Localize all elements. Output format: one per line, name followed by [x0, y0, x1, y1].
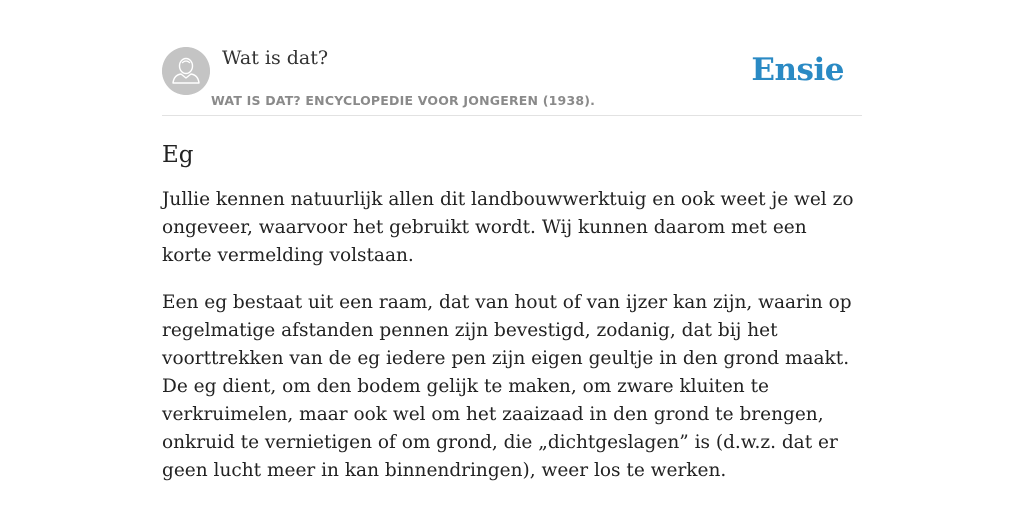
article-title: Eg — [162, 142, 194, 168]
source-title[interactable]: Wat is dat? — [222, 47, 329, 69]
article-paragraph: Jullie kennen natuurlijk allen dit landbouwwerktuig en ook weet je wel zo ongeveer, waarvoor het gebruikt wordt. Wij kunnen daarom met een korte vermelding volstaan. — [162, 189, 854, 266]
brand-logo[interactable]: Ensie — [751, 52, 844, 88]
article-paragraph: Een eg bestaat uit een raam, dat van hout of van ijzer kan zijn, waarin op regelmatige afstanden pennen zijn bevestigd, zodanig, dat bij het voorttrekken van de eg iedere pen zijn eigen geultje in den grond maakt. De eg dient, om den bodem gelijk te maken, om zware kluiten te verkruimelen, maar ook wel om het zaaizaad in den grond te brengen, onkruid te vernietigen of om grond, die „dichtgeslagen” is (d.w.z. dat er geen lucht meer in kan binnendringen), weer los te werken. — [162, 292, 852, 481]
source-subtitle[interactable]: WAT IS DAT? ENCYCLOPEDIE VOOR JONGEREN (1938). — [211, 93, 596, 108]
user-placeholder-icon — [162, 47, 210, 95]
avatar[interactable] — [162, 47, 210, 95]
source-header — [162, 46, 862, 116]
article — [162, 139, 862, 504]
